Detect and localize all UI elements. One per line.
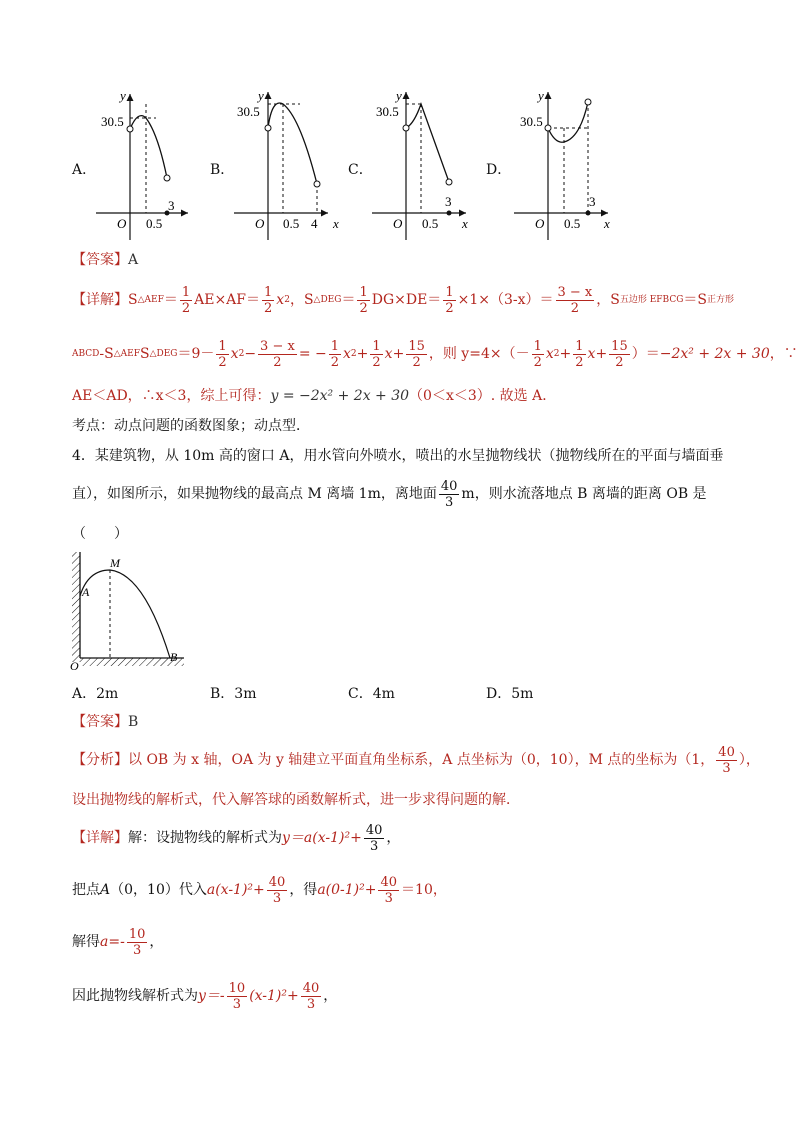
graph-c-y-label: y xyxy=(396,88,402,103)
q4-fig-a: A xyxy=(82,585,90,599)
graph-d-y-label: y xyxy=(538,88,544,103)
option-label-a: A． xyxy=(72,162,97,178)
graph-d-three: 3 xyxy=(589,194,596,209)
result-expression: −2x² + 2x + 30 xyxy=(659,346,770,362)
frac-half: $\frac{1}{2}$ xyxy=(359,284,368,316)
q3-detail-line2: ABCD -S △AEF S △DEG ＝9－ $\frac{1}{2}$ x 2 − $\frac{3 - x}{2}$ = − $\frac{1}{2}$ x 2 + $\frac{1}{2}$ x + $\frac{15}{2}$ ，则 y=4×（－ $\frac{1}{2}$ x 2 + $\frac{1}{2}$ x + $\frac{15}{2}$ ）＝ −2x² + 2x + 30 ，∵ xyxy=(72,338,798,370)
graph-d xyxy=(514,88,610,240)
graph-c xyxy=(372,88,468,240)
graph-d-half: 0.5 xyxy=(564,216,581,231)
frac-half: $\frac{1}{2}$ xyxy=(181,284,191,316)
frac-half: $\frac{1}{2}$ xyxy=(445,284,454,316)
graph-c-half: 0.5 xyxy=(422,216,439,231)
q4-fig-o: O xyxy=(70,659,79,673)
option-graphs xyxy=(0,82,794,242)
graph-c-origin: O xyxy=(393,216,403,231)
q4-analysis-line2: 设出抛物线的解析式，代入解答球的函数解析式，进一步求得问题的解． xyxy=(72,792,520,808)
q3-kaodian: 考点：动点问题的函数图象；动点型． xyxy=(72,418,310,434)
option-graphs-svg xyxy=(0,82,794,242)
q4-analysis-line1: 【分析】 以 OB 为 x 轴，OA 为 y 轴建立平面直角坐标系，A 点坐标为（0，10），M 点的坐标为（1， $\frac{40}{3}$ ）， xyxy=(72,744,760,776)
graph-c-y-value: 30.5 xyxy=(376,104,399,119)
graph-a-y-value: 30.5 xyxy=(101,114,124,129)
graph-d-y-value: 30.5 xyxy=(520,114,543,129)
q4-fig-b: B xyxy=(170,650,178,664)
answer-tag: 【答案】 xyxy=(72,252,128,268)
graph-d-origin: O xyxy=(535,216,545,231)
graph-b xyxy=(234,88,339,240)
graph-a xyxy=(96,88,188,240)
graph-a-half: 0.5 xyxy=(146,216,163,231)
graph-b-y-value: 30.5 xyxy=(237,104,260,119)
graph-b-y-label: y xyxy=(258,88,264,103)
detail-tag: 【详解】 xyxy=(72,292,128,308)
graph-a-origin: O xyxy=(117,216,127,231)
answer-value: A xyxy=(128,252,139,268)
graph-d-x-label: x xyxy=(604,216,610,231)
q4-figure xyxy=(66,548,190,672)
q4-stem-line2: 直），如图所示，如果抛物线的最高点 M 离墙 1m，离地面 $\frac{40}{3}$ m，则水流落地点 B 离墙的距离 OB 是 xyxy=(72,478,707,510)
q3-answer xyxy=(72,250,138,270)
q4-paren: （ ） xyxy=(72,526,128,542)
graph-c-x-label: x xyxy=(462,216,468,231)
q4-option-d: D．5m xyxy=(486,686,534,702)
graph-b-four: 4 xyxy=(311,216,318,231)
q4-detail-line1: 【详解】 解：设抛物线的解析式为 y＝a(x-1)²+ $\frac{40}{3}$ ， xyxy=(72,822,401,854)
graph-c-three: 3 xyxy=(445,194,452,209)
graph-b-half: 0.5 xyxy=(283,216,300,231)
frac-half: $\frac{1}{2}$ xyxy=(264,284,273,316)
q4-option-a: A．2m xyxy=(72,686,119,702)
q3-detail-line1: 【详解】 S △AEF ＝ $\frac{1}{2}$ AE×AF＝ $\frac{1}{2}$ x 2 ， S △DEG ＝ $\frac{1}{2}$ DG×DE＝ $\frac{1}{2}$ ×1×（3-x）＝ $\frac{3 - x}{2}$ ， S 五边形 EFBCG ＝ S 正方形 xyxy=(72,284,735,316)
q4-detail-line3: 解得 a=- $\frac{10}{3}$ ， xyxy=(72,926,164,958)
option-label-c: C． xyxy=(348,162,373,178)
q3-detail-line3: AE＜AD，∴x＜3，综上可得：y = −2x² + 2x + 30（0＜x＜3）. 故选 A． xyxy=(72,388,557,404)
option-label-d: D． xyxy=(486,162,512,178)
q4-answer: 【答案】B xyxy=(72,714,139,730)
graph-a-three: 3 xyxy=(168,198,175,213)
frac-40-3: $\frac{40}{3}$ xyxy=(440,478,458,510)
graph-b-origin: O xyxy=(255,216,265,231)
q4-detail-line2: 把点 A （0，10）代入 a(x-1)²+ $\frac{40}{3}$ ，得 a(0-1)²+ $\frac{40}{3}$ ＝10， xyxy=(72,874,447,906)
graph-a-y-label: y xyxy=(120,88,126,103)
frac-three-minus-x: $\frac{3 - x}{2}$ xyxy=(557,284,593,316)
graph-b-x-label: x xyxy=(333,216,339,231)
q4-option-c: C．4m xyxy=(348,686,395,702)
q4-option-b: B．3m xyxy=(210,686,257,702)
q4-detail-line4: 因此抛物线解析式为 y＝- $\frac{10}{3}$ (x-1)²+ $\frac{40}{3}$ ， xyxy=(72,980,338,1012)
q4-stem-line1: 4．某建筑物，从 10m 高的窗口 A，用水管向外喷水，喷出的水呈抛物线状（抛物线所在的平面与墙面垂 xyxy=(72,448,724,464)
q4-fig-m: M xyxy=(110,556,120,570)
option-label-b: B． xyxy=(210,162,235,178)
